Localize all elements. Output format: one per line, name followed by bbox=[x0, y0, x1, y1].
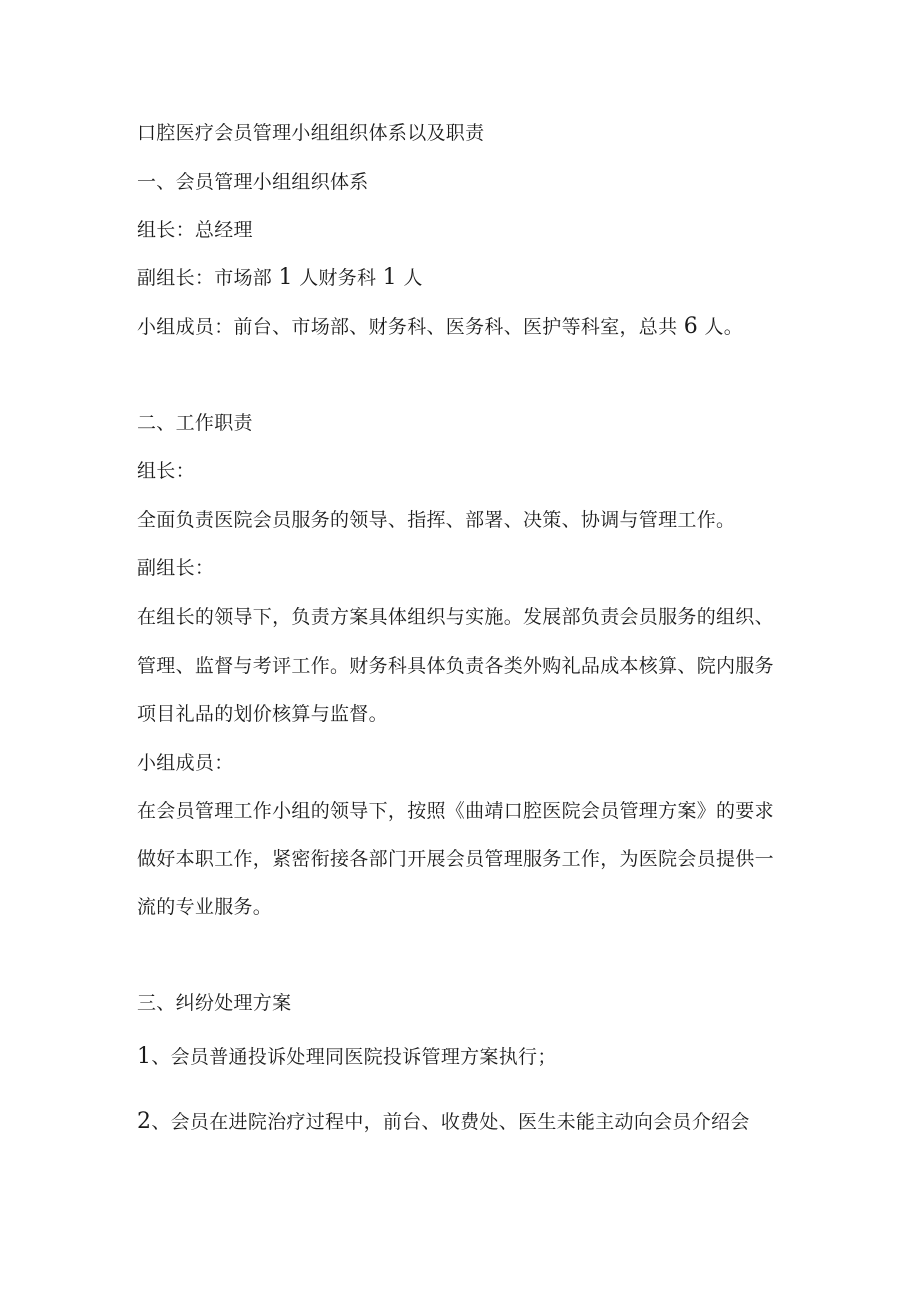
deputy-leader-text-b: 人财务科 bbox=[299, 267, 377, 289]
members-text-a: 小组成员：前台、市场部、财务科、医务科、医护等科室，总共 bbox=[137, 316, 678, 338]
members-duty-line-2: 做好本职工作，紧密衔接各部门开展会员管理服务工作，为医院会员提供一 bbox=[137, 848, 774, 870]
deputy-leader-line bbox=[137, 265, 423, 291]
dispute-item-2-number: 2 bbox=[137, 1109, 152, 1134]
deputy-duty-line-2: 管理、监督与考评工作。财务科具体负责各类外购礼品成本核算、院内服务 bbox=[137, 655, 774, 677]
deputy-leader-text-c: 人 bbox=[403, 267, 423, 289]
dispute-item-2-text: 、会员在进院治疗过程中，前台、收费处、医生未能主动向会员介绍会 bbox=[151, 1111, 750, 1133]
members-line bbox=[137, 314, 743, 340]
leader-line: 组长：总经理 bbox=[137, 219, 253, 241]
dispute-item-1-number: 1 bbox=[137, 1044, 152, 1069]
members-duty-line-3: 流的专业服务。 bbox=[137, 896, 273, 918]
dispute-item-1-text: 、会员普通投诉处理同医院投诉管理方案执行； bbox=[151, 1046, 557, 1068]
section-1-heading: 一、会员管理小组组织体系 bbox=[137, 171, 369, 193]
members-duty-line-1: 在会员管理工作小组的领导下，按照《曲靖口腔医院会员管理方案》的要求 bbox=[137, 800, 774, 822]
members-label: 小组成员： bbox=[137, 752, 234, 774]
deputy-leader-count-1: 1 bbox=[278, 265, 293, 290]
section-2-heading: 二、工作职责 bbox=[137, 412, 253, 434]
leader-duty: 全面负责医院会员服务的领导、指挥、部署、决策、协调与管理工作。 bbox=[137, 509, 736, 531]
dispute-item-2 bbox=[137, 1109, 750, 1135]
deputy-duty-line-1: 在组长的领导下，负责方案具体组织与实施。发展部负责会员服务的组织、 bbox=[137, 606, 774, 628]
deputy-label: 副组长： bbox=[137, 557, 215, 579]
members-text-b: 人。 bbox=[704, 316, 744, 338]
leader-label: 组长： bbox=[137, 460, 195, 482]
section-3-heading: 三、纠纷处理方案 bbox=[137, 992, 292, 1014]
deputy-leader-text-a: 副组长：市场部 bbox=[137, 267, 273, 289]
members-count: 6 bbox=[683, 314, 699, 339]
dispute-item-1 bbox=[137, 1044, 557, 1070]
deputy-duty-line-3: 项目礼品的划价核算与监督。 bbox=[137, 703, 388, 725]
deputy-leader-count-2: 1 bbox=[382, 265, 397, 290]
document-title: 口腔医疗会员管理小组组织体系以及职责 bbox=[137, 122, 485, 144]
